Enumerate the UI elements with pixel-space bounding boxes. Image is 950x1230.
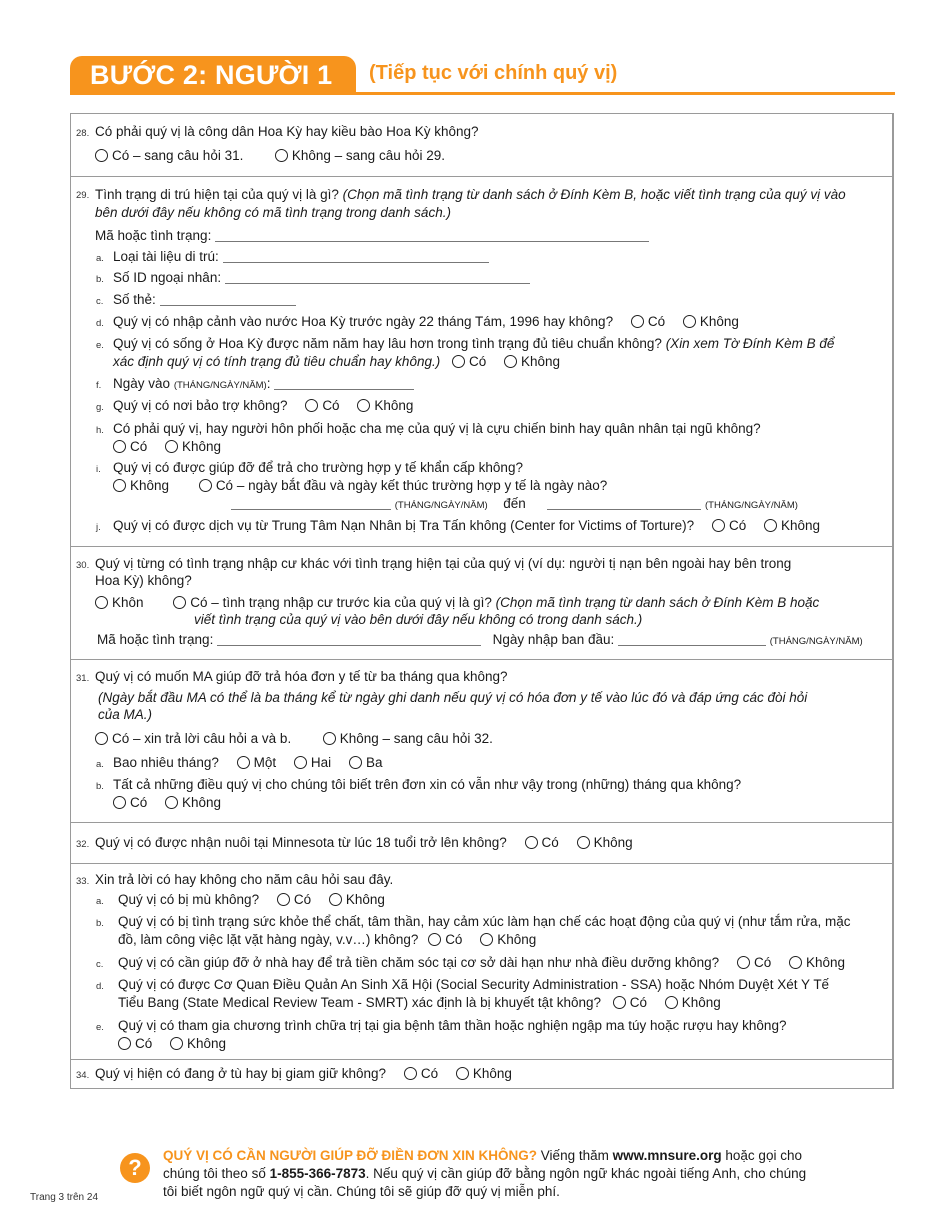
- step-header: [70, 56, 895, 96]
- q30-yes-radio[interactable]: [173, 596, 186, 609]
- q29i-end-date-field[interactable]: [547, 496, 701, 510]
- q30-code-label: Mã hoặc tình trạng:: [97, 632, 214, 647]
- q29-code-field[interactable]: [215, 228, 649, 242]
- q33c-yes-label: Có: [753, 955, 772, 970]
- q31-no-label: Không – sang câu hỏi 32.: [339, 731, 493, 746]
- help-text: [163, 1147, 863, 1201]
- q29i-to-label: đến: [503, 496, 526, 511]
- q29h-yes-label: Có: [130, 439, 148, 454]
- q31-text: Quý vị có muốn MA giúp đỡ trả hóa đơn y tế từ ba tháng qua không?: [95, 669, 508, 684]
- q30-instruction-2: viết tình trạng của quý vị vào bên dưới đây nếu không có trong danh sách.): [194, 612, 643, 627]
- q29g-letter: g.: [96, 402, 104, 413]
- q29j-text: Quý vị có được dịch vụ từ Trung Tâm Nạn Nhân bị Tra Tấn không (Center for Victims of Torture)?: [113, 518, 695, 533]
- q34-no-radio[interactable]: [456, 1067, 469, 1080]
- q29g-yes-label: Có: [322, 398, 340, 413]
- q29g-no-radio[interactable]: [357, 399, 370, 412]
- q29e-letter: e.: [96, 340, 104, 351]
- q31-note-1: (Ngày bắt đầu MA có thể là ba tháng kể từ ngày ghi danh nếu quý vị có hóa đơn y tế vào lúc đó và đáp ứng các đòi hỏi: [98, 690, 808, 705]
- q29a-text: Loại tài liệu di trú:: [113, 249, 219, 264]
- q33a-letter: a.: [96, 896, 104, 907]
- q29i-yes-radio[interactable]: [199, 479, 212, 492]
- q32-text: Quý vị có được nhận nuôi tại Minnesota từ lúc 18 tuổi trở lên không?: [95, 835, 507, 850]
- q34-yes-label: Có: [420, 1066, 439, 1081]
- q29i-start-date-field[interactable]: [231, 496, 391, 510]
- q31-yes-radio[interactable]: [95, 732, 108, 745]
- q29d-text: Quý vị có nhập cảnh vào nước Hoa Kỳ trước ngày 22 tháng Tám, 1996 hay không?: [113, 314, 614, 329]
- q29i-end-date-hint: (THÁNG/NGÀY/NĂM): [705, 500, 798, 511]
- q33d-no-radio[interactable]: [665, 996, 678, 1009]
- q31a-one-radio[interactable]: [237, 756, 250, 769]
- q29b-field[interactable]: [225, 270, 530, 284]
- help-line-2a: chúng tôi theo số: [163, 1166, 266, 1181]
- q34-number: 34.: [76, 1070, 90, 1081]
- help-line-3: tôi biết ngôn ngữ quý vị cần. Chúng tôi sẽ giúp đỡ quý vị miễn phí.: [163, 1184, 560, 1199]
- q33c-text: Quý vị có cần giúp đỡ ở nhà hay để trả tiền chăm sóc tại cơ sở dài hạn như nhà điều dưỡng không?: [118, 955, 720, 970]
- q29h-no-radio[interactable]: [165, 440, 178, 453]
- q29c-letter: c.: [96, 296, 104, 307]
- q29i-letter: i.: [96, 464, 101, 475]
- q29j-yes-radio[interactable]: [712, 519, 725, 532]
- q32-no-radio[interactable]: [577, 836, 590, 849]
- q29-number: 29.: [76, 190, 90, 201]
- q29f-date-hint: (THÁNG/NGÀY/NĂM): [173, 380, 267, 391]
- q28-yes-label: Có – sang câu hỏi 31.: [112, 148, 244, 163]
- q33d-yes-label: Có: [629, 995, 648, 1010]
- q31b-no-label: Không: [182, 795, 222, 810]
- q29f-date-field[interactable]: [274, 376, 414, 390]
- q33-number: 33.: [76, 876, 90, 887]
- q33e-letter: e.: [96, 1022, 104, 1033]
- help-visit: Viếng thăm: [540, 1148, 609, 1163]
- q30-code-field[interactable]: [217, 632, 481, 646]
- q31b-letter: b.: [96, 781, 104, 792]
- q32-no-label: Không: [593, 835, 633, 850]
- q29e-yes-label: Có: [468, 354, 487, 369]
- q29d-yes-radio[interactable]: [631, 315, 644, 328]
- q30-instruction-1: (Chọn mã tình trạng từ danh sách ở Đính Kèm B hoặc: [495, 595, 820, 610]
- q34-text: Quý vị hiện có đang ở tù hay bị giam giữ không?: [95, 1066, 387, 1081]
- q33c-no-radio[interactable]: [789, 956, 802, 969]
- q33d-no-label: Không: [681, 995, 721, 1010]
- q29h-no-label: Không: [182, 439, 222, 454]
- q33-text: Xin trả lời có hay không cho năm câu hỏi sau đây.: [95, 872, 394, 887]
- q32-number: 32.: [76, 839, 90, 850]
- q28-yes-radio[interactable]: [95, 149, 108, 162]
- q29i-yes-label: Có – ngày bắt đầu và ngày kết thúc trường hợp y tế là ngày nào?: [215, 478, 608, 493]
- q29d-no-radio[interactable]: [683, 315, 696, 328]
- q31b-yes-label: Có: [130, 795, 148, 810]
- q29f-letter: f.: [96, 380, 102, 391]
- q29f-text: Ngày vào: [113, 376, 171, 391]
- question-28: [71, 114, 892, 176]
- q33b-yes-label: Có: [445, 932, 463, 947]
- q29j-no-radio[interactable]: [764, 519, 777, 532]
- q28-no-radio[interactable]: [275, 149, 288, 162]
- help-phone[interactable]: 1-855-366-7873: [269, 1166, 366, 1181]
- q31-number: 31.: [76, 673, 90, 684]
- q29b-text: Số ID ngoại nhân:: [113, 270, 222, 285]
- q28-text: Có phải quý vị là công dân Hoa Kỳ hay kiều bào Hoa Kỳ không?: [95, 124, 479, 139]
- q33e-yes-label: Có: [135, 1036, 153, 1051]
- q33b-yes-radio[interactable]: [428, 933, 441, 946]
- q29i-no-label: Không: [130, 478, 170, 493]
- q31a-three-label: Ba: [365, 755, 383, 770]
- q33e-no-radio[interactable]: [170, 1037, 183, 1050]
- step-subtitle: (Tiếp tục với chính quý vị): [369, 62, 618, 84]
- form-box: [70, 113, 894, 1089]
- q28-number: 28.: [76, 128, 90, 139]
- q34-no-label: Không: [472, 1066, 512, 1081]
- q33d-yes-radio[interactable]: [613, 996, 626, 1009]
- q31b-text: Tất cả những điều quý vị cho chúng tôi biết trên đơn xin có vẫn như vậy trong (những) tháng qua không?: [113, 777, 742, 792]
- help-line-2b: . Nếu quý vị cần giúp đỡ bằng ngôn ngữ khác ngoài tiếng Anh, cho chúng: [365, 1166, 807, 1181]
- q29d-letter: d.: [96, 318, 104, 329]
- q30-no-label: Khôn: [112, 595, 144, 610]
- q33d-text-1: Quý vị có được Cơ Quan Điều Quản An Sinh Xã Hội (Social Security Administration - SSA) hoặc Nhóm Duyệt Xét Y Tế: [118, 977, 830, 992]
- q33a-text: Quý vị có bị mù không?: [118, 892, 260, 907]
- q33b-no-label: Không: [497, 932, 537, 947]
- q33b-no-radio[interactable]: [480, 933, 493, 946]
- q31-no-radio[interactable]: [323, 732, 336, 745]
- q29i-text: Quý vị có được giúp đỡ để trả cho trường hợp y tế khẩn cấp không?: [113, 460, 523, 475]
- question-33: [71, 863, 892, 1059]
- question-32: [71, 822, 892, 863]
- q33a-no-radio[interactable]: [329, 893, 342, 906]
- help-website-link[interactable]: www.mnsure.org: [612, 1148, 722, 1163]
- step-title: BƯỚC 2: NGƯỜI 1: [90, 60, 333, 90]
- q29h-yes-radio[interactable]: [113, 440, 126, 453]
- q30-no-radio[interactable]: [95, 596, 108, 609]
- q32-yes-radio[interactable]: [525, 836, 538, 849]
- q30-text-1: Quý vị từng có tình trạng nhập cư khác với tình trạng hiện tại của quý vị (ví dụ: người tị nạn bên ngoài hay bên trong: [95, 556, 792, 571]
- question-34: [71, 1059, 892, 1089]
- q29d-no-label: Không: [699, 314, 739, 329]
- q29e-no-radio[interactable]: [504, 355, 517, 368]
- q29d-yes-label: Có: [647, 314, 666, 329]
- q28-no-label: Không – sang câu hỏi 29.: [291, 148, 445, 163]
- q33b-text-1: Quý vị có bị tình trạng sức khỏe thể chất, tâm thần, hay cảm xúc làm hạn chế các hoạt động của quý vị (như tắm rửa, mặc: [118, 914, 851, 929]
- q29c-text: Số thẻ:: [113, 292, 156, 307]
- q33b-letter: b.: [96, 918, 104, 929]
- q33d-letter: d.: [96, 981, 104, 992]
- q29e-text: Quý vị có sống ở Hoa Kỳ được năm năm hay lâu hơn trong tình trạng đủ tiêu chuẩn không?: [113, 336, 662, 351]
- q29-instruction-2: bên dưới đây nếu không có mã tình trạng trong danh sách.): [95, 205, 451, 220]
- q29j-letter: j.: [96, 522, 101, 533]
- q31a-one-label: Một: [253, 755, 277, 770]
- q31b-no-radio[interactable]: [165, 796, 178, 809]
- q31b-yes-radio[interactable]: [113, 796, 126, 809]
- q30-yes-label: Có – tình trạng nhập cư trước kia của quý vị là gì?: [190, 595, 492, 610]
- question-30: [71, 546, 892, 659]
- q33a-yes-radio[interactable]: [277, 893, 290, 906]
- q30-number: 30.: [76, 560, 90, 571]
- q31-yes-label: Có – xin trả lời câu hỏi a và b.: [112, 731, 292, 746]
- q33a-yes-label: Có: [293, 892, 312, 907]
- q31a-two-radio[interactable]: [294, 756, 307, 769]
- q29g-text: Quý vị có nơi bảo trợ không?: [113, 398, 288, 413]
- q30-entry-date-field[interactable]: [618, 632, 766, 646]
- page-number: Trang 3 trên 24: [30, 1192, 99, 1203]
- q29h-text: Có phải quý vị, hay người hôn phối hoặc cha mẹ của quý vị là cựu chiến binh hay quân nhân tại ngũ không?: [113, 421, 761, 436]
- q29-text: Tình trạng di trú hiện tại của quý vị là gì?: [95, 187, 339, 202]
- q29j-no-label: Không: [780, 518, 821, 533]
- q31a-text: Bao nhiêu tháng?: [113, 755, 219, 770]
- header-rule: [70, 92, 895, 95]
- q33e-yes-radio[interactable]: [118, 1037, 131, 1050]
- q31a-three-radio[interactable]: [349, 756, 362, 769]
- q33a-no-label: Không: [345, 892, 385, 907]
- q29-code-label: Mã hoặc tình trạng:: [95, 228, 212, 243]
- q33b-text-2: đồ, làm công việc lặt vặt hàng ngày, v.v…) không?: [118, 932, 419, 947]
- q29j-yes-label: Có: [728, 518, 747, 533]
- q30-text-2: Hoa Kỳ) không?: [95, 573, 192, 588]
- q29g-no-label: Không: [374, 398, 414, 413]
- q29e-yes-radio[interactable]: [452, 355, 465, 368]
- q33e-no-label: Không: [187, 1036, 227, 1051]
- help-question: QUÝ VỊ CÓ CẦN NGƯỜI GIÚP ĐỠ ĐIỀN ĐƠN XIN KHÔNG?: [163, 1148, 538, 1163]
- q33c-no-label: Không: [806, 955, 846, 970]
- q29b-letter: b.: [96, 274, 104, 285]
- q29a-field[interactable]: [223, 249, 489, 263]
- q29e-no-label: Không: [521, 354, 561, 369]
- q29-instruction-1: (Chọn mã tình trạng từ danh sách ở Đính Kèm B, hoặc viết tình trạng của quý vị vào: [342, 187, 846, 202]
- q32-yes-label: Có: [541, 835, 559, 850]
- q29a-letter: a.: [96, 253, 104, 264]
- q29e-note-1: (Xin xem Tờ Đính Kèm B để: [665, 336, 835, 351]
- q31a-letter: a.: [96, 759, 104, 770]
- q29c-field[interactable]: [160, 292, 296, 306]
- q33d-text-2: Tiểu Bang (State Medical Review Team - SMRT) xác định là bị khuyết tật không?: [118, 995, 601, 1010]
- step-tab: [70, 56, 356, 94]
- q29e-note-2: xác định quý vị có tính trạng đủ tiêu chuẩn hay không.): [113, 354, 441, 369]
- q33c-yes-radio[interactable]: [737, 956, 750, 969]
- q29i-no-radio[interactable]: [113, 479, 126, 492]
- question-mark-icon: ?: [120, 1153, 150, 1183]
- q29g-yes-radio[interactable]: [305, 399, 318, 412]
- q30-entry-label: Ngày nhập ban đầu:: [492, 632, 615, 647]
- question-29: 29. Tình trạng di trú hiện tại của quý vị là gì? (Chọn mã tình trạng từ danh sách ở Đính Kèm B, hoặc viết tình trạng của quý vị vào bên dưới đây nếu không có mã tình trạng trong danh sách.) Mã hoặc tình trạng: a. Loại tài liệu di trú: b. Số ID ngoại nhân: c. Số thẻ: d. Quý vị có nhập cảnh vào nước Hoa Kỳ trước ngày 22 tháng Tám, 1996 hay không? Có Không e. Quý vị có sống ở Hoa Kỳ được năm năm hay lâu hơn trong tình trạng đủ tiêu chuẩn không? (Xin xem Tờ Đính Kèm B để xác định quý vị có tính trạng đủ tiêu chuẩn hay không.) Có Không f. Ngày vào (THÁNG/NGÀY/NĂM): g. Quý vị có nơi bảo trợ không? Có Không h. Có phải quý vị, hay người hôn phối hoặc cha mẹ của quý vị là cựu chiến binh hay quân nhân tại ngũ không? Có Không i. Quý vị có được giúp đỡ để trả cho trường hợp y tế khẩn cấp không? Không Có – ngày bắt đầu và ngày kết thúc trường hợp y tế là ngày nào? (THÁNG/NGÀY/NĂM) đến (THÁNG/NGÀY/NĂM) j. Quý vị có được dịch vụ từ Trung Tâm Nạn Nhân bị Tra Tấn không (Center for Victims of Torture)? Có Không: [71, 176, 892, 546]
- question-31: [71, 659, 892, 822]
- q29i-start-date-hint: (THÁNG/NGÀY/NĂM): [394, 500, 488, 511]
- q29h-letter: h.: [96, 425, 104, 436]
- q31-note-2: của MA.): [98, 707, 153, 722]
- q34-yes-radio[interactable]: [404, 1067, 417, 1080]
- q30-entry-date-hint: (THÁNG/NGÀY/NĂM): [769, 636, 863, 647]
- q33c-letter: c.: [96, 959, 104, 970]
- q33e-text: Quý vị có tham gia chương trình chữa trị tại gia bệnh tâm thần hoặc nghiện ngập ma túy hoặc rượu hay không?: [118, 1018, 787, 1033]
- help-or-call: hoặc gọi cho: [725, 1148, 802, 1163]
- q31a-two-label: Hai: [310, 755, 332, 770]
